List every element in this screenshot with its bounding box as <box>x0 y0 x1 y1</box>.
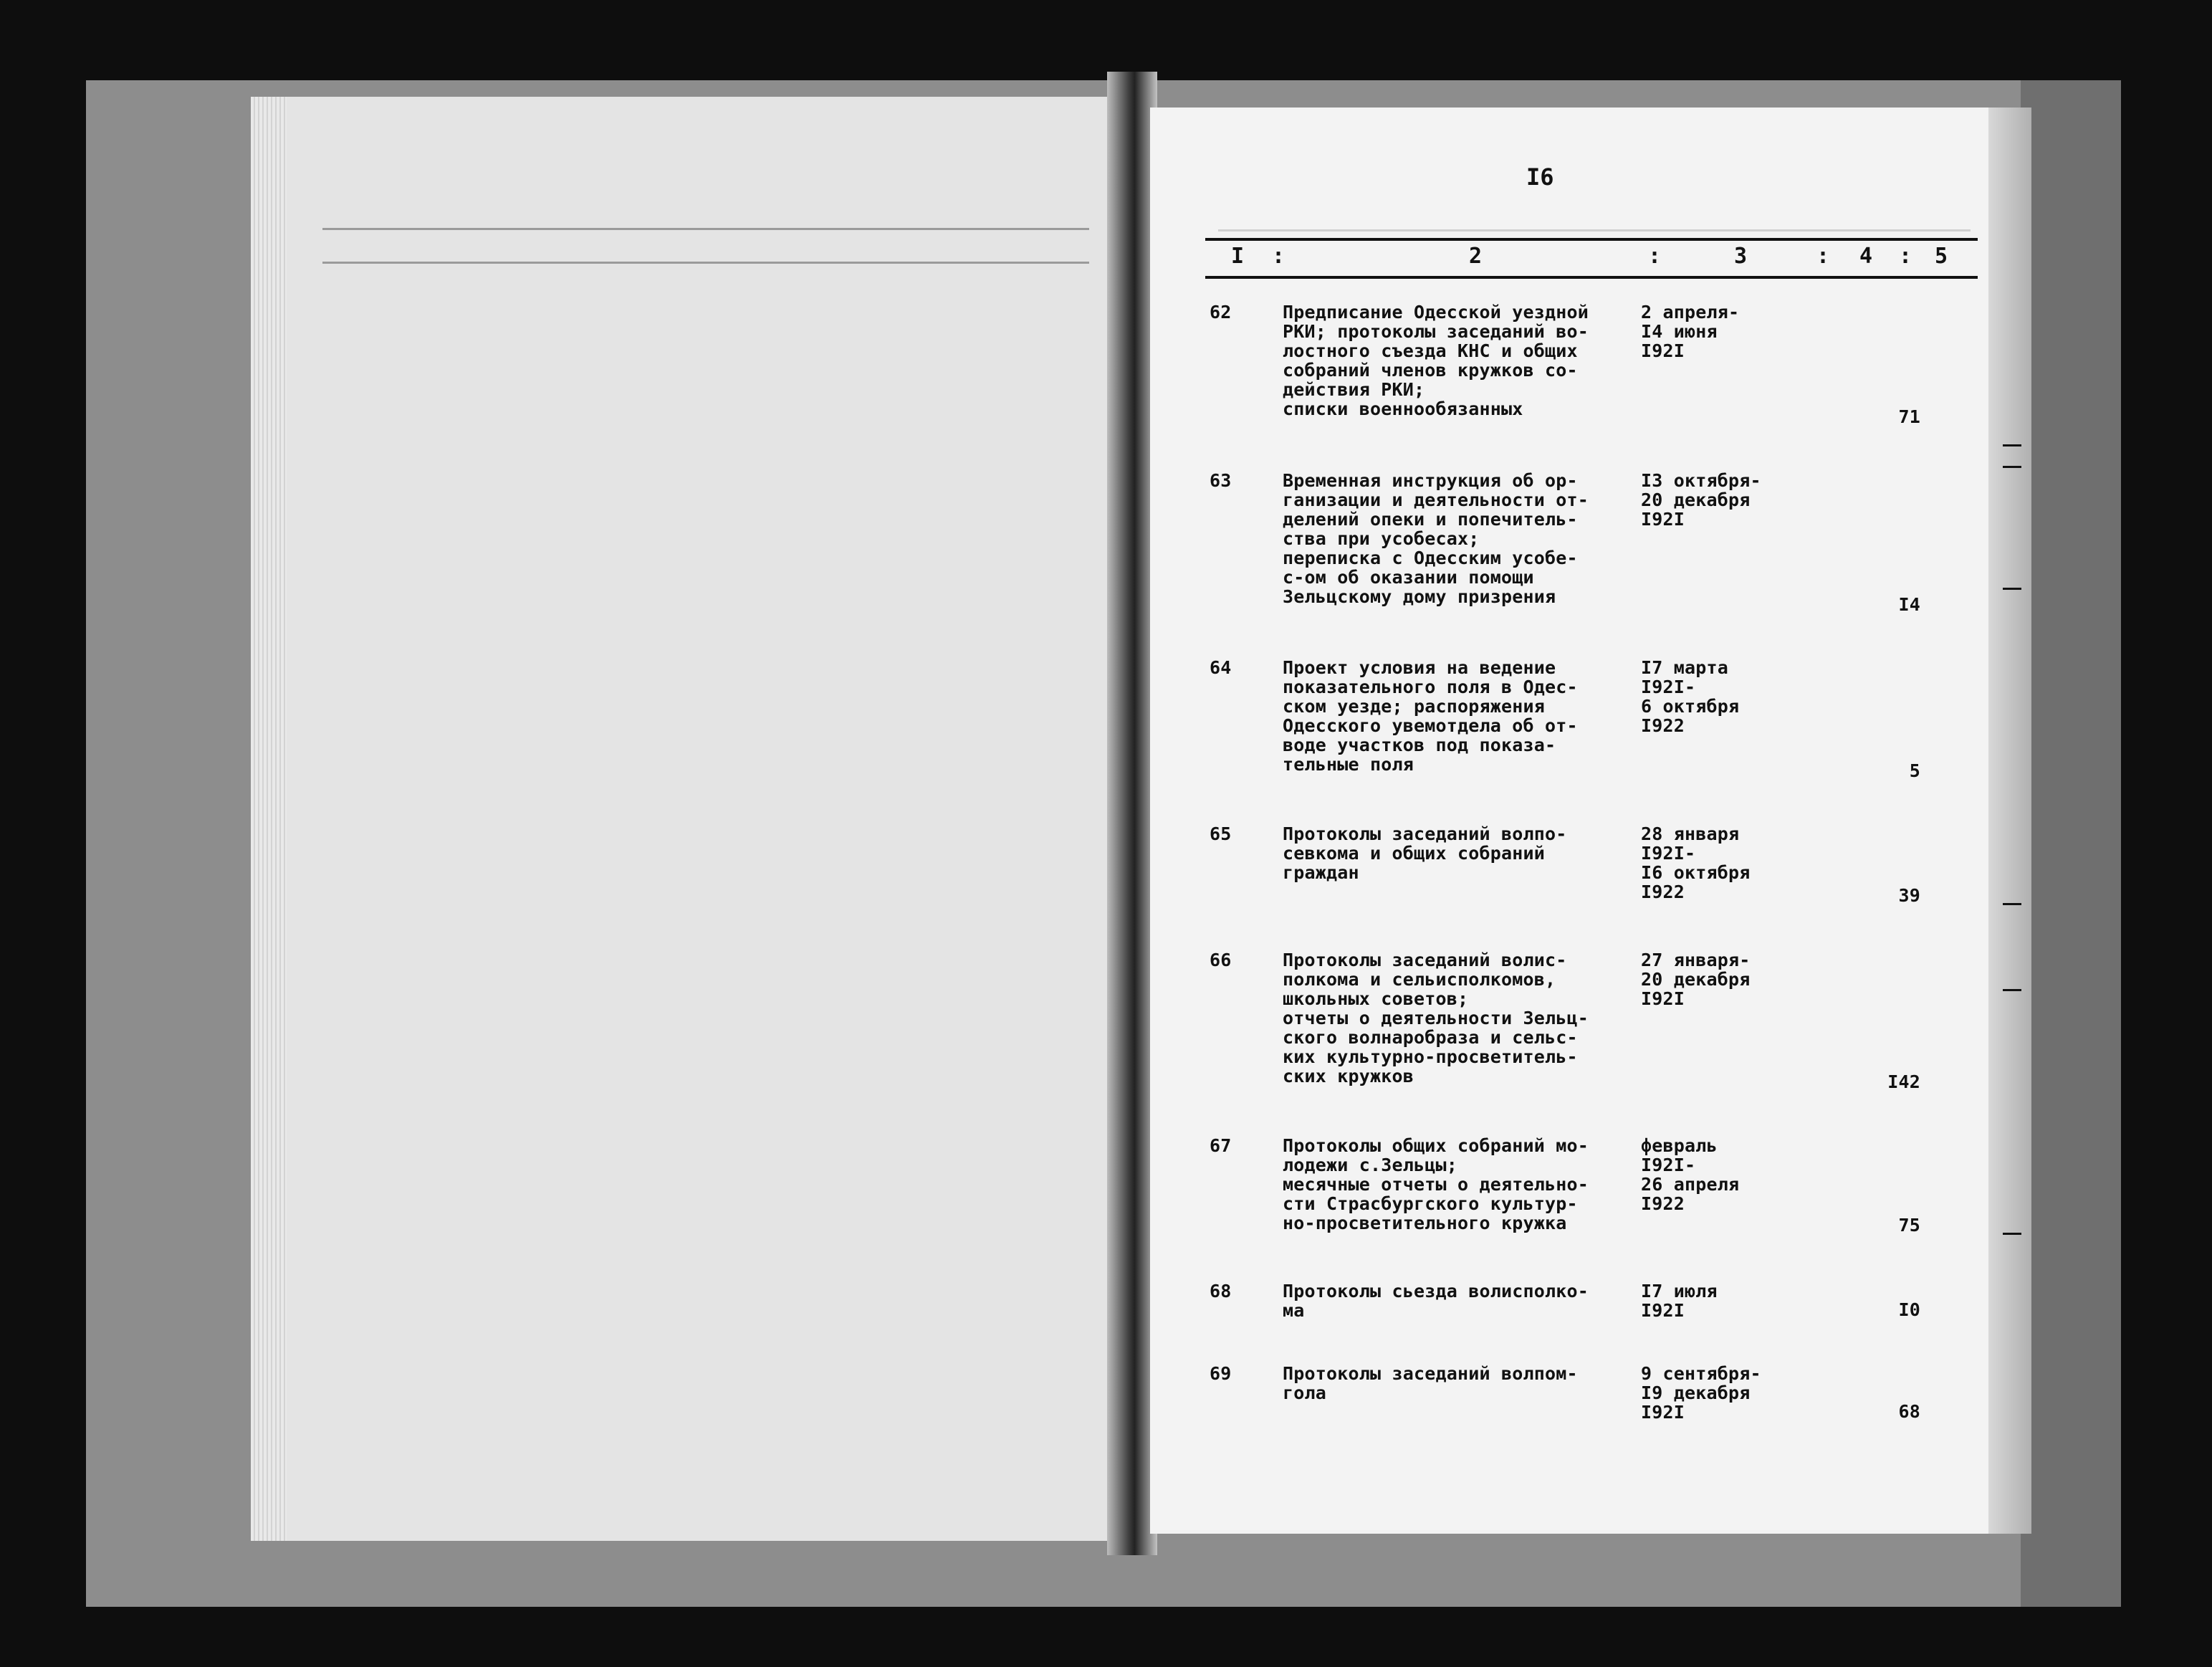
row-sheet-count: 39 <box>1898 885 1920 906</box>
bleed-rule <box>322 262 1089 264</box>
margin-tick <box>2003 1233 2021 1235</box>
row-dates: I7 марта I92I- 6 октября I922 <box>1641 657 1740 736</box>
row-number: 63 <box>1210 470 1232 491</box>
row-number: 64 <box>1210 657 1232 678</box>
header-rule-bottom <box>1205 276 1978 279</box>
row-sheet-count: 68 <box>1898 1401 1920 1422</box>
header-separator: : <box>1899 244 1912 269</box>
row-sheet-count: I4 <box>1898 594 1920 615</box>
binder-board-edge <box>2021 80 2121 1607</box>
row-number: 65 <box>1210 823 1232 844</box>
header-col-4: 4 <box>1859 244 1873 269</box>
row-title: Проект условия на ведение показательного поля в Одес- ском уезде; распоряжения Одесского увемотдела об от- воде участков под показа- тельные поля <box>1283 657 1578 775</box>
row-dates: 9 сентября- I9 декабря I92I <box>1641 1363 1761 1423</box>
row-sheet-count: 5 <box>1909 760 1920 781</box>
row-number: 68 <box>1210 1281 1232 1301</box>
header-separator: : <box>1272 244 1285 269</box>
margin-tick <box>2003 989 2021 991</box>
row-number: 69 <box>1210 1363 1232 1384</box>
row-dates: февраль I92I- 26 апреля I922 <box>1641 1135 1740 1214</box>
left-page-reverse-side <box>287 97 1129 1541</box>
header-col-1: I <box>1231 244 1245 269</box>
row-number: 62 <box>1210 302 1232 323</box>
row-dates: 27 января- 20 декабря I92I <box>1641 950 1751 1009</box>
margin-tick <box>2003 466 2021 468</box>
row-title: Протоколы заседаний волпом- гола <box>1283 1363 1578 1403</box>
margin-tick <box>2003 588 2021 590</box>
header-separator: : <box>1816 244 1830 269</box>
row-number: 67 <box>1210 1135 1232 1156</box>
row-sheet-count: I0 <box>1898 1299 1920 1320</box>
row-title: Протоколы общих собраний мо- лодежи с.Зельцы; месячные отчеты о деятельно- сти Страсбургского культур- но-просветительного кружка <box>1283 1135 1589 1233</box>
margin-tick <box>2003 444 2021 446</box>
right-page-edge <box>1988 108 2031 1534</box>
page-number: I6 <box>1526 163 1554 191</box>
bleed-rule <box>322 228 1089 230</box>
row-dates: I3 октября- 20 декабря I92I <box>1641 470 1761 530</box>
bleed-rule <box>1218 229 1971 231</box>
row-sheet-count: 71 <box>1898 406 1920 427</box>
row-title: Предписание Одесской уездной РКИ; протоколы заседаний во- лостного съезда КНС и общих собраний членов кружков со- действия РКИ; списки военнообязанных <box>1283 302 1589 419</box>
row-title: Протоколы сьезда волисполко- ма <box>1283 1281 1589 1321</box>
header-rule-top <box>1205 238 1978 241</box>
row-sheet-count: 75 <box>1898 1215 1920 1236</box>
margin-tick <box>2003 903 2021 905</box>
row-number: 66 <box>1210 950 1232 970</box>
row-title: Протоколы заседаний волис- полкома и сельисполкомов, школьных советов; отчеты о деятельности Зельц- ского волнаробраза и сельс- ких культурно-просветитель- ских кружков <box>1283 950 1589 1086</box>
row-sheet-count: I42 <box>1887 1071 1920 1092</box>
header-separator: : <box>1648 244 1662 269</box>
row-dates: 2 апреля- I4 июня I92I <box>1641 302 1740 361</box>
row-title: Протоколы заседаний волпо- севкома и общих собраний граждан <box>1283 823 1567 883</box>
header-col-5: 5 <box>1935 244 1948 269</box>
row-title: Временная инструкция об ор- ганизации и деятельности от- делений опеки и попечитель- ства при усобесах; переписка с Одесским усобе- с-ом об оказании помощи Зельцскому дому призрения <box>1283 470 1589 607</box>
header-col-2: 2 <box>1469 244 1483 269</box>
row-dates: 28 января I92I- I6 октября I922 <box>1641 823 1751 902</box>
header-col-3: 3 <box>1734 244 1748 269</box>
row-dates: I7 июля I92I <box>1641 1281 1718 1321</box>
